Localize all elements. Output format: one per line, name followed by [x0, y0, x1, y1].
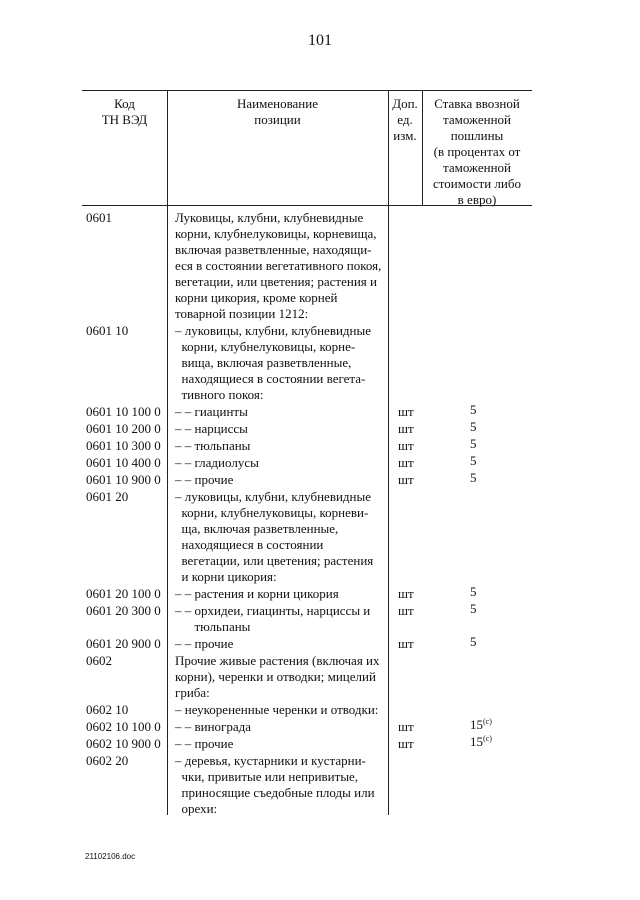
header-name: Наименование позиции	[237, 96, 318, 127]
row-rate	[470, 634, 477, 650]
column-divider-code	[167, 90, 168, 815]
row-rate	[470, 470, 477, 486]
row-description: – – нарциссы	[175, 421, 248, 436]
row-code: 0601 10 300 0	[86, 438, 161, 453]
row-code: 0602 20	[86, 753, 129, 768]
row-rate-value: 5	[470, 419, 477, 434]
header-code: Код ТН ВЭД	[101, 96, 148, 127]
row-rate-value: 15	[470, 734, 483, 749]
row-rate-value: 15	[470, 717, 483, 732]
row-description: – – прочие	[175, 472, 234, 487]
row-description: – – винограда	[175, 719, 252, 734]
row-rate-value: 5	[470, 584, 477, 599]
row-rate-value: 5	[470, 436, 477, 451]
row-rate	[470, 402, 477, 418]
row-code: 0601	[86, 210, 112, 225]
row-rate-value: 5	[470, 601, 477, 616]
table-top-border	[82, 90, 532, 91]
row-description: – – растения и корни цикория	[175, 586, 339, 601]
row-code: 0601 10 100 0	[86, 404, 161, 419]
row-unit: шт	[398, 404, 414, 419]
row-description: – луковицы, клубни, клубневидные корни, клубнелуковицы, корневи- ща, включая разветвленные, находящиеся в состоянии вегетации, или цветения; растения и корни цикория:	[175, 489, 374, 584]
row-description: – деревья, кустарники и кустарни- чки, привитые или непривитые, приносящие съедобные плоды или орехи:	[175, 753, 375, 816]
row-description: Луковицы, клубни, клубневидные корни, клубнелуковицы, корневища, включая разветвленные, находящи- еся в состоянии вегетативного покоя, вегетации, или цветения; растения и корни цикория, кроме корней товарной позиции 1212:	[175, 210, 382, 321]
row-rate-value: 5	[470, 634, 477, 649]
row-code: 0601 20 300 0	[86, 603, 161, 618]
row-description: – – прочие	[175, 736, 234, 751]
row-rate	[470, 601, 477, 617]
row-code: 0601 20	[86, 489, 129, 504]
row-description: – – гиацинты	[175, 404, 248, 419]
row-unit: шт	[398, 421, 414, 436]
row-code: 0601 10	[86, 323, 129, 338]
row-rate	[470, 717, 492, 733]
row-rate-value: 5	[470, 402, 477, 417]
row-code: 0601 20 900 0	[86, 636, 161, 651]
row-code: 0602 10 900 0	[86, 736, 161, 751]
row-unit: шт	[398, 736, 414, 751]
row-description: – – гладиолусы	[175, 455, 259, 470]
row-rate-footnote: (с)	[483, 717, 492, 726]
row-unit: шт	[398, 455, 414, 470]
row-rate	[470, 734, 492, 750]
row-rate-value: 5	[470, 453, 477, 468]
row-description: – – тюльпаны	[175, 438, 251, 453]
row-description: Прочие живые растения (включая их корни), черенки и отводки; мицелий гриба:	[175, 653, 380, 700]
row-code: 0602 10	[86, 702, 129, 717]
row-unit: шт	[398, 586, 414, 601]
row-code: 0601 10 200 0	[86, 421, 161, 436]
row-description: – – прочие	[175, 636, 234, 651]
row-description: – луковицы, клубни, клубневидные корни, клубнелуковицы, корне- вища, включая разветвленные, находящиеся в состоянии вегета- тивного покоя:	[175, 323, 371, 402]
row-unit: шт	[398, 719, 414, 734]
row-unit: шт	[398, 636, 414, 651]
row-rate	[470, 419, 477, 435]
footer-filename: 21102106.doc	[85, 852, 136, 861]
page-number: 101	[308, 32, 332, 49]
row-description: – – орхидеи, гиацинты, нарциссы и тюльпаны	[175, 603, 371, 634]
row-rate-footnote: (с)	[483, 734, 492, 743]
row-code: 0601 20 100 0	[86, 586, 161, 601]
row-description: – неукорененные черенки и отводки:	[175, 702, 379, 717]
row-unit: шт	[398, 438, 414, 453]
row-rate-value: 5	[470, 470, 477, 485]
row-rate	[470, 453, 477, 469]
column-divider-name	[388, 90, 389, 815]
row-code: 0601 10 900 0	[86, 472, 161, 487]
row-code: 0602 10 100 0	[86, 719, 161, 734]
row-rate	[470, 584, 477, 600]
header-unit: Доп. ед. изм.	[392, 96, 418, 143]
row-code: 0602	[86, 653, 112, 668]
row-code: 0601 10 400 0	[86, 455, 161, 470]
header-rate: Ставка ввозной таможенной пошлины (в процентах от таможенной стоимости либо в евро)	[432, 96, 521, 207]
row-unit: шт	[398, 603, 414, 618]
row-rate	[470, 436, 477, 452]
row-unit: шт	[398, 472, 414, 487]
